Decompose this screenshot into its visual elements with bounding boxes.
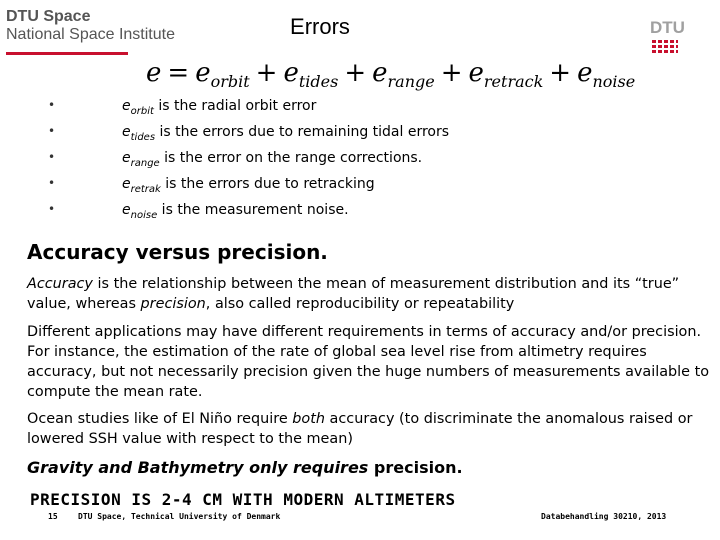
bullet-range: $e_{range}$ is the error on the range corrections. bbox=[122, 150, 423, 169]
bullet-dot: • bbox=[48, 202, 56, 216]
logo-line-1: DTU Space bbox=[6, 8, 91, 25]
error-equation: $e = e_{orbit} + e_{tides} + e_{range} + e_{retrack} + e_{noise}$ bbox=[146, 58, 636, 91]
bullet-dot: • bbox=[48, 150, 56, 164]
precision-statement: PRECISION IS 2-4 CM WITH MODERN ALTIMETERS bbox=[30, 490, 456, 509]
bullet-orbit: $e_{orbit}$ is the radial orbit error bbox=[122, 98, 317, 117]
bullet-dot: • bbox=[48, 124, 56, 138]
dtu-logo-marks bbox=[650, 40, 696, 53]
page-number: 15 bbox=[48, 512, 58, 521]
dtu-logo bbox=[650, 18, 696, 55]
slide-title: Errors bbox=[290, 14, 350, 39]
bullet-dot: • bbox=[48, 176, 56, 190]
gravity-statement: Gravity and Bathymetry only requires precision. bbox=[27, 458, 463, 477]
footer-organization: DTU Space, Technical University of Denmark bbox=[78, 512, 281, 521]
bullet-tides: $e_{tides}$ is the errors due to remaining tidal errors bbox=[122, 124, 450, 143]
footer-course: Databehandling 30210, 2013 bbox=[541, 512, 667, 521]
bullet-retrack: $e_{retrak}$ is the errors due to retracking bbox=[122, 176, 375, 195]
bullet-dot: • bbox=[48, 98, 56, 112]
paragraph-ocean-studies: Ocean studies like of El Niño require both accuracy (to discriminate the anomalous raised or lowered SSH value with respect to the mean) bbox=[27, 411, 693, 447]
section-heading: Accuracy versus precision. bbox=[27, 240, 328, 264]
paragraph-accuracy: Accuracy is the relationship between the mean of measurement distribution and its “true” value, whereas precision, also called reproducibility or repeatability bbox=[27, 276, 680, 312]
logo-red-bar bbox=[6, 52, 128, 55]
dtu-space-logo bbox=[6, 8, 196, 55]
logo-line-2: National Space Institute bbox=[6, 26, 175, 43]
paragraph-applications: Different applications may have different requirements in terms of accuracy and/or precision. For instance, the estimation of the rate of global sea level rise from altimetry requires accuracy, but not necessarily precision given the huge numbers of measurements available to compute the mean rate. bbox=[27, 324, 710, 400]
dtu-logo-text: DTU bbox=[650, 18, 685, 37]
bullet-noise: $e_{noise}$ is the measurement noise. bbox=[122, 202, 349, 221]
equation-lhs: e bbox=[146, 58, 162, 88]
